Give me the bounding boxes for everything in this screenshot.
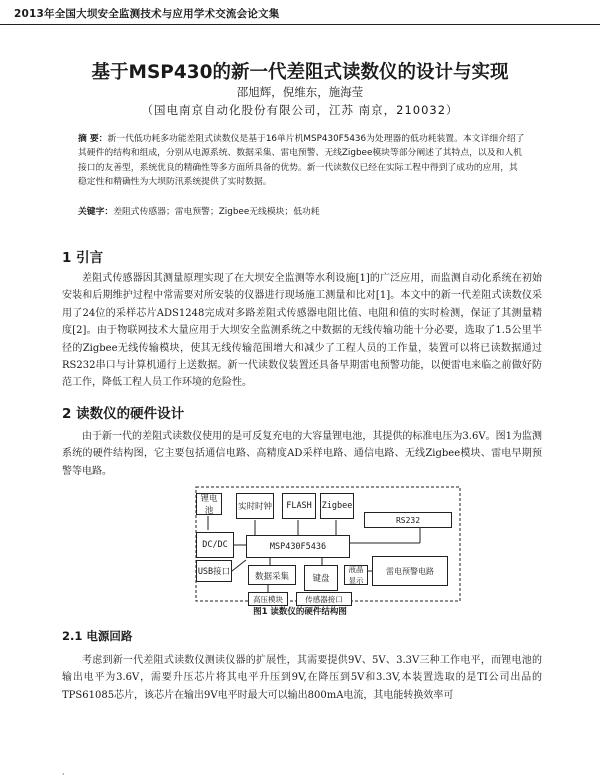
section-1-heading: 1 引言 (62, 250, 104, 266)
high-voltage-module-block: 高压模块 (248, 592, 288, 606)
margin-mark: · (62, 770, 65, 779)
figure-1-caption: 图1 读数仪的硬件结构图 (253, 607, 347, 617)
usb-port-block: USB接口 (196, 560, 232, 582)
zigbee-block: Zigbee (320, 493, 354, 519)
paper-title: 基于MSP430的新一代差阻式读数仪的设计与实现 (91, 62, 509, 83)
lightning-warning-block: 雷电预警电路 (372, 556, 448, 586)
abstract-text: 新一代低功耗多功能差阻式读数仪是基于16单片机MSP430F5436为处理器的低功耗装置。本文详细介绍了其硬件的结构和组成，分别从电源系统、数据采集、雷电预警、无线Zigbee模块等部分阐述了其特点，以及和人机接口的友善型，系统优良的精确性等多方面所具备的优势。新一代读数仪已经在实际工程中得到了成功的应用，其稳定性和精确性为大坝防汛系统提供了实时数据。 (78, 134, 525, 188)
lcd-block: 液晶显示 (344, 565, 368, 585)
battery-block: 锂电池 (196, 493, 222, 515)
section-2-1-paragraph: 考虑到新一代差阻式读数仪测读仪器的扩展性，其需要提供9V、5V、3.3V三种工作电平，而锂电池的输出电平为3.6V，需要升压芯片将其电平升压到9V,在降压到5V和3.3V,本装置选取的是TI公司出品的TPS61085芯片，该芯片在输出9V电平时最大可以输出800mA电流，其电能转换效率可 (62, 655, 542, 701)
section-2-heading: 2 读数仪的硬件设计 (62, 406, 185, 422)
realtime-clock-block: 实时时钟 (236, 493, 274, 519)
serial-block: RS232 (364, 512, 452, 528)
dcdc-block: DC/DC (196, 532, 234, 558)
running-header: 2013年全国大坝安全监测技术与应用学术交流会论文集 (14, 8, 280, 20)
keyboard-block: 键盘 (304, 565, 338, 591)
data-acquisition-block: 数据采集 (248, 565, 296, 585)
paper-authors: 邵旭辉，倪维东，施海莹 (236, 85, 364, 99)
mcu-block: MSP430F5436 (246, 535, 350, 558)
section-2-paragraph: 由于新一代的差阻式读数仪使用的是可反复充电的大容量锂电池，其提供的标准电压为3.6V。图1为监测系统的硬件结构图，它主要包括通信电路、高精度AD采样电路、通信电路、无线Zigbee模块、雷电早期预警等电路。 (62, 431, 542, 477)
sensor-socket-block: 传感器接口 (296, 592, 352, 606)
paper-affiliation: （国电南京自动化股份有限公司，江苏 南京，210032） (141, 103, 459, 117)
section-1-paragraph: 差阻式传感器因其测量原理实现了在大坝安全监测等水利设施[1]的广泛应用，而监测自动化系统在初始安装和后期维护过程中常需要对所安装的仪器进行现场施工测量和比对[1]。本文中的新一代差阻式读数仪采用了24位的采样芯片ADS1248完成对多路差阻式传感器电阻比值、电阻和值的实时检测，保证了其测量精度[2]。由于物联网技术大量应用于大坝安全监测系统之中数据的无线传输功能十分必要，选取了1.5公里半径的Zigbee无线传输模块，使其无线传输范围增大和减少了工程人员的工作量，装置可以将已读数据通过RS232串口与计算机通行上送数据。新一代读数仪装置还具备早期雷电预警功能，以便雷电来临之前做好防范工作，降低工程人员工作环境的危险性。 (62, 273, 542, 389)
section-2-1-heading: 2.1 电源回路 (62, 629, 133, 643)
keywords-text: 差阻式传感器；雷电预警；Zigbee无线模块；低功耗 (113, 207, 320, 217)
flash-block: FLASH (282, 493, 316, 519)
abstract-label: 摘 要： (78, 134, 108, 144)
keywords-label: 关键字： (78, 207, 114, 217)
